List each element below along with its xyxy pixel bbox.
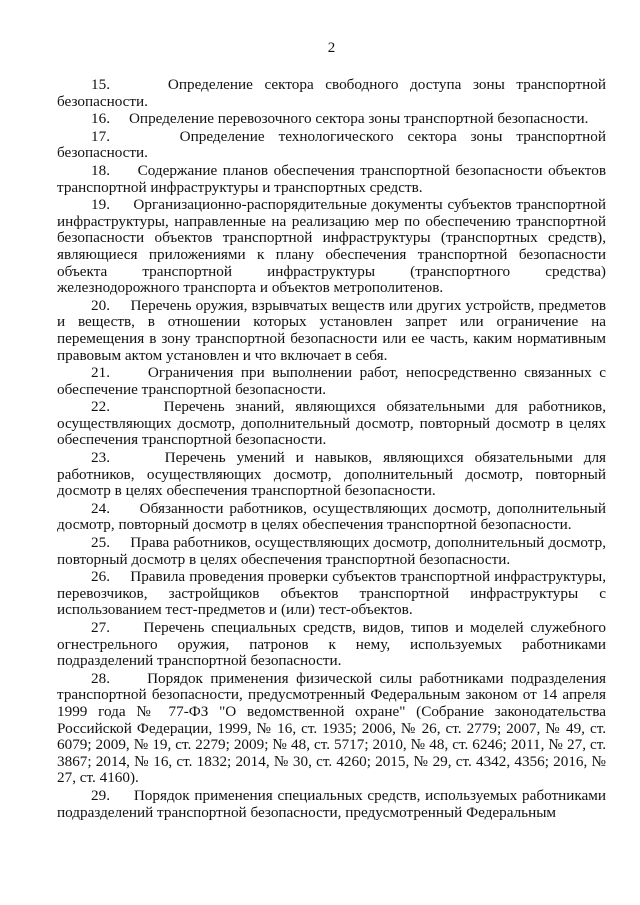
item-text: Перечень умений и навыков, являющихся обязательными для работников, осуществляющих досмотр, дополнительный досмотр, повторный досмотр в целях обеспечения транспортной безопасности.: [57, 449, 607, 500]
list-item: [57, 450, 606, 500]
item-text: Организационно-распорядительные документы субъектов транспортной инфраструктуры, направленные на реализацию мер по обеспечению транспортной безопасности объектов транспортной инфраструктуры (транспортных средств), являющиеся приложениями к плану обеспечения транспортной безопасности объекта транспортной инфраструктуры (транспортного средства) железнодорожного транспорта и объектов метрополитенов.: [57, 196, 607, 297]
item-number: 26.: [91, 568, 110, 586]
item-number: 19.: [91, 196, 110, 214]
numbered-list: [57, 77, 606, 821]
list-item: [57, 399, 606, 449]
item-number: 15.: [91, 76, 110, 93]
item-text: Перечень знаний, являющихся обязательными для работников, осуществляющих досмотр, дополнительный досмотр, повторный досмотр в целях обеспечения транспортной безопасности.: [57, 398, 606, 449]
list-item: [57, 298, 606, 364]
item-text: Права работников, осуществляющих досмотр, дополнительный досмотр, повторный досмотр в целях обеспечения транспортной безопасности.: [57, 534, 607, 568]
item-text: Перечень оружия, взрывчатых веществ или других устройств, предметов и веществ, в отношении которых установлен запрет или ограничение на перемещения в зону транспортной безопасности или ее часть, каким нормативным правовым актом установлен и что включает в себя.: [57, 296, 607, 364]
item-text: Содержание планов обеспечения транспортной безопасности объектов транспортной инфраструктуры и транспортных средств.: [57, 161, 606, 196]
item-text: Определение сектора свободного доступа зоны транспортной безопасности.: [57, 76, 606, 110]
item-number: 27.: [91, 619, 110, 636]
item-number: 29.: [91, 786, 110, 804]
page-number: 2: [327, 40, 336, 56]
item-text: Определение технологического сектора зоны транспортной безопасности.: [57, 127, 607, 162]
list-item: [57, 163, 606, 196]
item-text: Порядок применения физической силы работниками подразделения транспортной безопасности, предусмотренный Федеральным законом от 14 апреля 1999 года № 77-ФЗ "О ведомственной охране" (Собрание законодательства Российской Федерации, 1999, № 16, ст. 1935; 2006, № 26, ст. 2779; 2007, № 49, ст. 6079; 2009, № 19, ст. 2279; 2009; № 48, ст. 5717; 2010, № 48, ст. 6246; 2011, № 27, ст. 3867; 2014, № 16, ст. 1832; 2014, № 30, ст. 4260; 2015, № 29, ст. 4342, 4356; 2016, № 27, ст. 4160).: [57, 669, 606, 787]
item-text: Правила проведения проверки субъектов транспортной инфраструктуры, перевозчиков, застройщиков объектов транспортной инфраструктуры с использованием тест-предметов и (или) тест-объектов.: [57, 568, 606, 619]
list-item: [57, 535, 606, 568]
item-text: Перечень специальных средств, видов, типов и моделей служебного огнестрельного оружия, патронов к нему, используемых работниками подразделений транспортной безопасности.: [57, 619, 606, 670]
list-item: [57, 501, 606, 534]
item-number: 20.: [91, 296, 110, 314]
list-item: [57, 129, 606, 162]
item-number: 24.: [91, 499, 110, 517]
item-number: 28.: [91, 669, 110, 687]
item-number: 22.: [91, 398, 110, 416]
list-item: [57, 365, 606, 398]
item-number: 23.: [91, 449, 110, 467]
list-item: [57, 569, 606, 619]
list-item: [57, 788, 606, 821]
list-item: [57, 620, 606, 670]
item-number: 21.: [91, 364, 110, 382]
list-item: [57, 671, 606, 787]
item-number: 16.: [91, 110, 110, 128]
item-number: 18.: [91, 161, 110, 179]
item-text: Определение перевозочного сектора зоны транспортной безопасности.: [128, 110, 589, 128]
item-text: Ограничения при выполнении работ, непосредственно связанных с обеспечение транспортной безопасности.: [57, 364, 606, 398]
list-item: [57, 77, 606, 110]
item-text: Порядок применения специальных средств, используемых работниками подразделений транспортной безопасности, предусмотренный Федеральным: [57, 786, 606, 821]
item-number: 25.: [91, 534, 110, 552]
list-item: [57, 197, 606, 297]
item-number: 17.: [91, 127, 110, 145]
item-text: Обязанности работников, осуществляющих досмотр, дополнительный досмотр, повторный досмотр в целях обеспечения транспортной безопасности.: [57, 499, 606, 534]
list-item: [57, 111, 606, 128]
